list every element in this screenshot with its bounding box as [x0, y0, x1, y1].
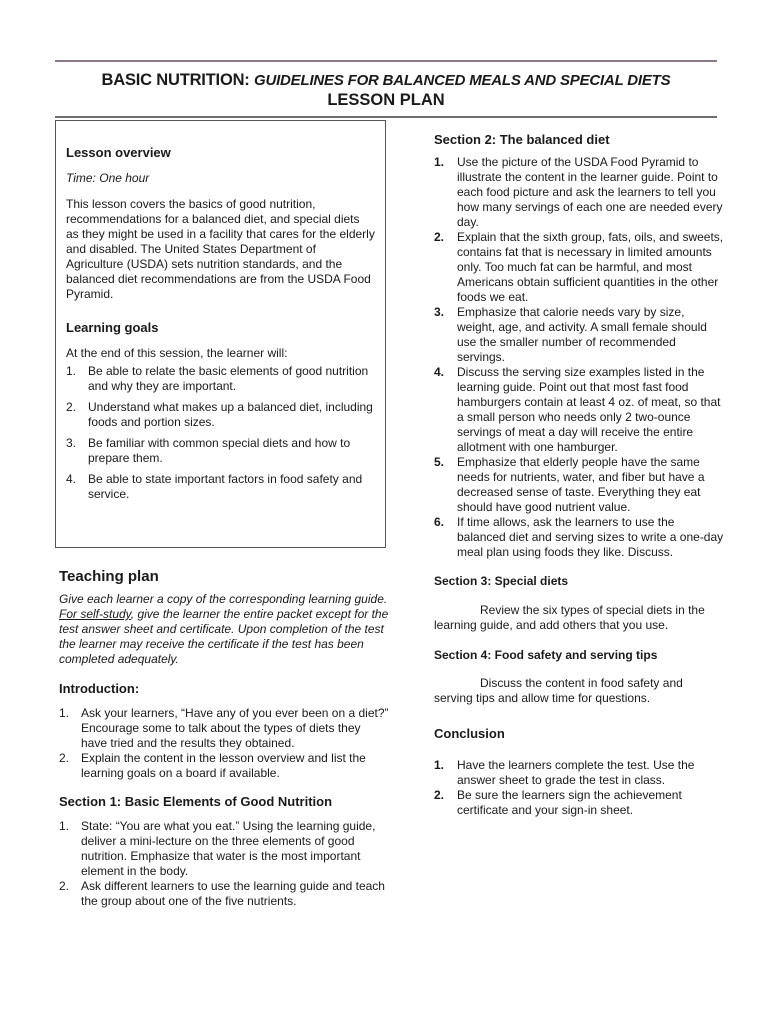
- section1-heading: Section 1: Basic Elements of Good Nutrition: [59, 794, 333, 809]
- item-text: Have the learners complete the test. Use the answer sheet to grade the test in class.: [457, 758, 695, 787]
- item-number: 2.: [59, 879, 70, 893]
- document-title: [55, 71, 717, 90]
- item-text: Explain that the sixth group, fats, oils, and sweets, contains fat that is necessary in limited amounts only. Too much fat can be harmful, and most Americans obtain sufficient quantities in the other foods we eat.: [457, 230, 724, 304]
- conclusion-heading: Conclusion: [434, 726, 505, 741]
- list-item: [66, 364, 375, 394]
- list-item: [434, 155, 724, 230]
- item-text: State: “You are what you eat.” Using the learning guide, deliver a mini-lecture on the three elements of good nutrition. Emphasize that water is the most important element in the body.: [81, 819, 376, 878]
- list-item: [59, 706, 389, 751]
- lesson-description: This lesson covers the basics of good nutrition, recommendations for a balanced diet, and special diets as they might be used in a facility that cares for the elderly and disabled. The United States Department of Agriculture (USDA) sets nutrition standards, and the balanced diet recommendations are from the USDA Food Pyramid.: [66, 197, 375, 301]
- item-text: Use the picture of the USDA Food Pyramid to illustrate the content in the learner guide. Point to each food picture and ask the learners to tell you how many servings of each one are needed every day.: [457, 155, 723, 229]
- lesson-time: Time: One hour: [66, 171, 150, 185]
- introduction-heading: Introduction:: [59, 681, 140, 696]
- list-item: [66, 472, 375, 502]
- list-item: [434, 230, 724, 305]
- section2-list: [434, 155, 724, 560]
- self-study-text: For self-study: [59, 607, 131, 621]
- teaching-plan-heading: Teaching plan: [59, 568, 159, 585]
- list-item: [434, 788, 724, 818]
- list-item: [59, 751, 389, 781]
- item-number: 6.: [434, 515, 445, 529]
- list-item: [66, 400, 375, 430]
- title-subtitle: GUIDELINES FOR BALANCED MEALS AND SPECIAL DIETS: [253, 72, 671, 89]
- learning-goals-intro: At the end of this session, the learner will:: [66, 346, 288, 360]
- item-number: 3.: [66, 436, 77, 450]
- section2-heading: Section 2: The balanced diet: [434, 132, 610, 147]
- section4-text: Discuss the content in food safety and serving tips and allow time for questions.: [434, 676, 683, 705]
- item-text: Be able to state important factors in food safety and service.: [88, 472, 363, 501]
- item-number: 2.: [434, 788, 445, 802]
- item-text: Be able to relate the basic elements of good nutrition and why they are important.: [88, 364, 369, 393]
- item-text: Explain the content in the lesson overview and list the learning goals on a board if available.: [81, 751, 366, 780]
- list-item: [434, 305, 724, 365]
- section4-heading: Section 4: Food safety and serving tips: [434, 648, 658, 662]
- item-text: Ask your learners, “Have any of you ever been on a diet?” Encourage some to talk about the types of diets they have tried and the results they obtained.: [81, 706, 389, 750]
- learning-goals-list: [66, 364, 375, 502]
- list-item: [434, 515, 724, 560]
- item-number: 4.: [434, 365, 445, 379]
- introduction-list: [59, 706, 389, 781]
- header-top-rule: [55, 60, 717, 62]
- instructions-text: Give each learner a copy of the corresponding learning guide.: [59, 592, 388, 606]
- item-text: Understand what makes up a balanced diet, including foods and portion sizes.: [88, 400, 373, 429]
- learning-goals-heading: Learning goals: [66, 320, 159, 335]
- conclusion-list: [434, 758, 724, 818]
- item-number: 2.: [434, 230, 445, 244]
- header-bottom-rule: [55, 116, 717, 118]
- item-number: 1.: [66, 364, 77, 378]
- item-text: If time allows, ask the learners to use the balanced diet and serving sizes to write a one-day meal plan using foods they like. Discuss.: [457, 515, 724, 559]
- item-text: Emphasize that calorie needs vary by size, weight, age, and activity. A small female should use the smaller number of recommended servings.: [457, 305, 707, 364]
- item-number: 5.: [434, 455, 445, 469]
- teaching-plan-instructions: [59, 592, 389, 667]
- lesson-overview-box: [55, 120, 386, 548]
- list-item: [59, 819, 389, 879]
- lesson-overview-heading: Lesson overview: [66, 145, 171, 160]
- list-item: [66, 436, 375, 466]
- list-item: [59, 879, 389, 909]
- list-item: [434, 455, 724, 515]
- right-column: [434, 132, 724, 818]
- list-item: [434, 758, 724, 788]
- item-text: Discuss the serving size examples listed in the learning guide. Point out that most fast food hamburgers contain at least 4 oz. of meat, so that a small person who needs only 2 two-ounce servings of meat a day will receive the entire allotment with one hamburger.: [457, 365, 721, 454]
- item-text: Ask different learners to use the learning guide and teach the group about one of the five nutrients.: [81, 879, 385, 908]
- item-number: 4.: [66, 472, 77, 486]
- item-number: 1.: [59, 819, 70, 833]
- instructions-text: , give the learner the entire packet except for the test answer sheet and certificate. Upon completion of the test the learner may receive the certificate if the test has been completed adequately.: [59, 607, 389, 666]
- item-number: 1.: [434, 758, 445, 772]
- item-text: Be familiar with common special diets and how to prepare them.: [88, 436, 351, 465]
- item-text: Be sure the learners sign the achievement certificate and your sign-in sheet.: [457, 788, 682, 817]
- item-number: 3.: [434, 305, 445, 319]
- section3-heading: Section 3: Special diets: [434, 574, 569, 588]
- list-item: [434, 365, 724, 455]
- lesson-plan-title: LESSON PLAN: [327, 91, 445, 109]
- document-header: [55, 60, 717, 118]
- item-text: Emphasize that elderly people have the same needs for nutrients, water, and fiber but have a decreased sense of taste. Everything they eat should have good nutrient value.: [457, 455, 705, 514]
- item-number: 1.: [59, 706, 70, 720]
- item-number: 1.: [434, 155, 445, 169]
- left-column: [59, 568, 389, 909]
- item-number: 2.: [59, 751, 70, 765]
- title-main: BASIC NUTRITION:: [101, 71, 254, 89]
- item-number: 2.: [66, 400, 77, 414]
- section1-list: [59, 819, 389, 909]
- section3-text: Review the six types of special diets in the learning guide, and add others that you use.: [434, 603, 705, 632]
